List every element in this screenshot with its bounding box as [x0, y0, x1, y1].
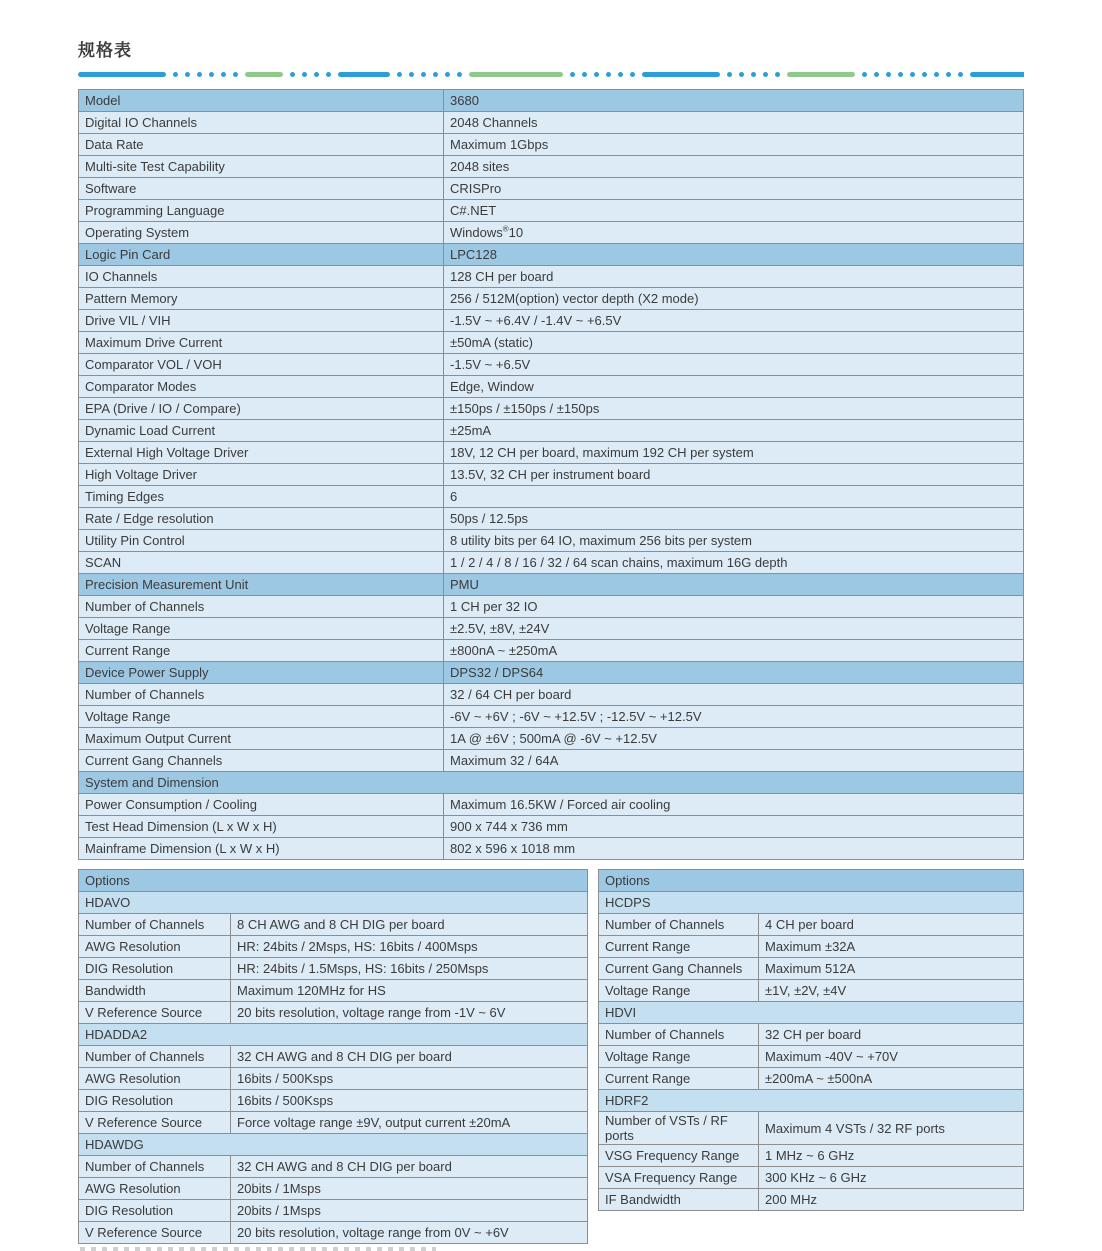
spec-row [79, 1046, 588, 1068]
spec-label-cell: Test Head Dimension (L x W x H) [79, 816, 444, 838]
spec-value-cell: ±2.5V, ±8V, ±24V [444, 618, 1024, 640]
options-table-right [598, 869, 1024, 1211]
spec-value-cell: DPS32 / DPS64 [444, 662, 1024, 684]
spec-label-cell: AWG Resolution [79, 1068, 231, 1090]
spec-row [79, 530, 1024, 552]
spec-row [79, 244, 1024, 266]
spec-row [79, 1222, 588, 1244]
section-header-cell: Options [79, 870, 588, 892]
spec-row [79, 1002, 588, 1024]
spec-label-cell: Rate / Edge resolution [79, 508, 444, 530]
spec-value-cell: Maximum 1Gbps [444, 134, 1024, 156]
spec-label-cell: Comparator Modes [79, 376, 444, 398]
spec-label-cell: Programming Language [79, 200, 444, 222]
divider-dash [245, 72, 283, 77]
spec-value-cell: 128 CH per board [444, 266, 1024, 288]
spec-label-cell: AWG Resolution [79, 936, 231, 958]
spec-value-cell: -6V ~ +6V ; -6V ~ +12.5V ; -12.5V ~ +12.5V [444, 706, 1024, 728]
spec-label-cell: Bandwidth [79, 980, 231, 1002]
spec-value-cell: HR: 24bits / 1.5Msps, HS: 16bits / 250Msps [231, 958, 588, 980]
spec-label-cell: Data Rate [79, 134, 444, 156]
registered-mark: ® [502, 224, 509, 234]
divider-dot [874, 72, 879, 77]
spec-label-cell: DIG Resolution [79, 958, 231, 980]
spec-row [599, 914, 1024, 936]
spec-row [79, 486, 1024, 508]
divider-dots [862, 72, 963, 77]
spec-row [79, 508, 1024, 530]
spec-value-cell: 20 bits resolution, voltage range from -1V ~ 6V [231, 1002, 588, 1024]
spec-label-cell: Operating System [79, 222, 444, 244]
spec-row [79, 178, 1024, 200]
spec-label-cell: Voltage Range [599, 980, 759, 1002]
spec-label-cell: IF Bandwidth [599, 1189, 759, 1211]
spec-label-cell: Maximum Drive Current [79, 332, 444, 354]
spec-row [79, 310, 1024, 332]
divider-dot [209, 72, 214, 77]
divider-dot [570, 72, 575, 77]
spec-value-cell: -1.5V ~ +6.5V [444, 354, 1024, 376]
spec-row [599, 1189, 1024, 1211]
spec-value-cell: Maximum -40V ~ +70V [759, 1046, 1024, 1068]
divider-dot [409, 72, 414, 77]
spec-label-cell: Comparator VOL / VOH [79, 354, 444, 376]
divider-dot [922, 72, 927, 77]
spec-value-cell: 20bits / 1Msps [231, 1178, 588, 1200]
divider-dot [173, 72, 178, 77]
spec-value-cell: 20bits / 1Msps [231, 1200, 588, 1222]
spec-row [79, 1134, 588, 1156]
section-header-cell: Options [599, 870, 1024, 892]
spec-value-cell: 900 x 744 x 736 mm [444, 816, 1024, 838]
spec-value-cell: 200 MHz [759, 1189, 1024, 1211]
spec-label-cell: Current Range [599, 1068, 759, 1090]
spec-row [599, 1112, 1024, 1145]
spec-value-cell: 50ps / 12.5ps [444, 508, 1024, 530]
spec-label-cell: Mainframe Dimension (L x W x H) [79, 838, 444, 860]
spec-row [79, 90, 1024, 112]
spec-value-cell: 256 / 512M(option) vector depth (X2 mode) [444, 288, 1024, 310]
spec-label-cell: Voltage Range [599, 1046, 759, 1068]
divider-dot [197, 72, 202, 77]
spec-value-cell: Maximum 512A [759, 958, 1024, 980]
spec-row [79, 552, 1024, 574]
spec-row [79, 936, 588, 958]
spec-label-cell: Timing Edges [79, 486, 444, 508]
spec-label-cell: Voltage Range [79, 706, 444, 728]
options-table-left [78, 869, 588, 1244]
spec-value-cell: 4 CH per board [759, 914, 1024, 936]
divider-dot [763, 72, 768, 77]
spec-value-cell: 32 CH per board [759, 1024, 1024, 1046]
spec-label-cell: EPA (Drive / IO / Compare) [79, 398, 444, 420]
divider-dot [727, 72, 732, 77]
section-header-cell: HDRF2 [599, 1090, 1024, 1112]
spec-row [79, 662, 1024, 684]
spec-label-cell: High Voltage Driver [79, 464, 444, 486]
spec-value-cell: 32 CH AWG and 8 CH DIG per board [231, 1046, 588, 1068]
spec-label-cell: Number of Channels [79, 596, 444, 618]
divider-dot [751, 72, 756, 77]
spec-label-cell: Voltage Range [79, 618, 444, 640]
spec-row [599, 892, 1024, 914]
spec-row [79, 794, 1024, 816]
spec-label-cell: Digital IO Channels [79, 112, 444, 134]
section-header-cell: HDAVO [79, 892, 588, 914]
spec-value-cell: 300 KHz ~ 6 GHz [759, 1167, 1024, 1189]
spec-label-cell: Utility Pin Control [79, 530, 444, 552]
spec-row [79, 1024, 588, 1046]
spec-label-cell: Power Consumption / Cooling [79, 794, 444, 816]
main-spec-table [78, 89, 1024, 860]
spec-row [599, 936, 1024, 958]
spec-row [79, 1068, 588, 1090]
divider-dash [787, 72, 855, 77]
divider-dot [185, 72, 190, 77]
spec-label-cell: Number of Channels [599, 1024, 759, 1046]
spec-label-cell: Device Power Supply [79, 662, 444, 684]
spec-value-cell: 1 MHz ~ 6 GHz [759, 1145, 1024, 1167]
divider-dot [397, 72, 402, 77]
spec-row [599, 1002, 1024, 1024]
spec-value-cell: Windows®10 [444, 222, 1024, 244]
section-header-cell: HDADDA2 [79, 1024, 588, 1046]
spec-label-cell: DIG Resolution [79, 1090, 231, 1112]
spec-value-cell: C#.NET [444, 200, 1024, 222]
divider-dot [910, 72, 915, 77]
divider-dot [445, 72, 450, 77]
divider-dot [302, 72, 307, 77]
divider-dot [739, 72, 744, 77]
divider-dash [970, 72, 1024, 77]
spec-row [79, 1112, 588, 1134]
spec-row [79, 1156, 588, 1178]
spec-row [79, 728, 1024, 750]
page-title: 规格表 [78, 41, 132, 60]
section-header-cell: System and Dimension [79, 772, 1024, 794]
spec-row [79, 958, 588, 980]
spec-label-cell: External High Voltage Driver [79, 442, 444, 464]
spec-value-cell: 802 x 596 x 1018 mm [444, 838, 1024, 860]
section-header-cell: HDVI [599, 1002, 1024, 1024]
divider-dot [433, 72, 438, 77]
divider-dot [421, 72, 426, 77]
spec-label-cell: Current Gang Channels [599, 958, 759, 980]
spec-value-cell: Maximum 4 VSTs / 32 RF ports [759, 1112, 1024, 1145]
divider-dots [570, 72, 635, 77]
divider-dash [338, 72, 390, 77]
spec-label-cell: Dynamic Load Current [79, 420, 444, 442]
spec-label-cell: VSG Frequency Range [599, 1145, 759, 1167]
spec-row [79, 750, 1024, 772]
divider-dot [958, 72, 963, 77]
spec-row [599, 1145, 1024, 1167]
spec-label-cell: IO Channels [79, 266, 444, 288]
divider-dot [457, 72, 462, 77]
spec-row [599, 1090, 1024, 1112]
spec-value-cell: 2048 Channels [444, 112, 1024, 134]
divider-dot [582, 72, 587, 77]
spec-row [79, 464, 1024, 486]
spec-value-cell: Edge, Window [444, 376, 1024, 398]
spec-label-cell: DIG Resolution [79, 1200, 231, 1222]
spec-label-cell: AWG Resolution [79, 1178, 231, 1200]
divider-dot [326, 72, 331, 77]
spec-row [79, 706, 1024, 728]
spec-row [79, 914, 588, 936]
spec-value-cell: 32 CH AWG and 8 CH DIG per board [231, 1156, 588, 1178]
spec-label-cell: V Reference Source [79, 1222, 231, 1244]
spec-value-cell: PMU [444, 574, 1024, 596]
spec-value-cell: 3680 [444, 90, 1024, 112]
spec-row [79, 772, 1024, 794]
spec-label-cell: V Reference Source [79, 1002, 231, 1024]
spec-value-cell: 20 bits resolution, voltage range from 0V ~ +6V [231, 1222, 588, 1244]
spec-row [79, 1178, 588, 1200]
spec-row [79, 222, 1024, 244]
spec-row [79, 200, 1024, 222]
spec-label-cell: SCAN [79, 552, 444, 574]
spec-value-cell: 1 CH per 32 IO [444, 596, 1024, 618]
spec-value-cell: Maximum 16.5KW / Forced air cooling [444, 794, 1024, 816]
spec-label-cell: Number of Channels [79, 1046, 231, 1068]
spec-row [599, 1167, 1024, 1189]
divider-dot [630, 72, 635, 77]
spec-row [79, 354, 1024, 376]
spec-value-cell: 1A @ ±6V ; 500mA @ -6V ~ +12.5V [444, 728, 1024, 750]
spec-row [79, 838, 1024, 860]
clipped-footnote-text [80, 1247, 436, 1251]
spec-row [79, 684, 1024, 706]
spec-row [79, 1200, 588, 1222]
spec-label-cell: Number of VSTs / RF ports [599, 1112, 759, 1145]
decorative-divider [78, 71, 1024, 77]
spec-value-cell: ±25mA [444, 420, 1024, 442]
spec-value-cell: 13.5V, 32 CH per instrument board [444, 464, 1024, 486]
spec-row [599, 870, 1024, 892]
spec-value-cell: 6 [444, 486, 1024, 508]
spec-label-cell: Current Range [79, 640, 444, 662]
spec-row [79, 442, 1024, 464]
spec-row [79, 816, 1024, 838]
spec-label-cell: Logic Pin Card [79, 244, 444, 266]
spec-value-cell: ±150ps / ±150ps / ±150ps [444, 398, 1024, 420]
spec-row [79, 288, 1024, 310]
divider-dot [775, 72, 780, 77]
spec-value-cell: 16bits / 500Ksps [231, 1090, 588, 1112]
spec-row [79, 398, 1024, 420]
section-header-cell: HCDPS [599, 892, 1024, 914]
divider-dot [221, 72, 226, 77]
spec-row [79, 376, 1024, 398]
spec-row [79, 892, 588, 914]
spec-row [79, 870, 588, 892]
spec-value-cell: Maximum ±32A [759, 936, 1024, 958]
divider-dash [642, 72, 720, 77]
spec-row [79, 112, 1024, 134]
spec-row [79, 596, 1024, 618]
spec-value-cell: ±800nA ~ ±250mA [444, 640, 1024, 662]
spec-label-cell: Multi-site Test Capability [79, 156, 444, 178]
spec-row [79, 156, 1024, 178]
spec-row [79, 420, 1024, 442]
spec-value-cell: CRISPro [444, 178, 1024, 200]
divider-dot [606, 72, 611, 77]
spec-label-cell: Pattern Memory [79, 288, 444, 310]
spec-value-cell: -1.5V ~ +6.4V / -1.4V ~ +6.5V [444, 310, 1024, 332]
spec-row [79, 640, 1024, 662]
spec-row [599, 1024, 1024, 1046]
spec-row [79, 618, 1024, 640]
spec-label-cell: Number of Channels [79, 1156, 231, 1178]
spec-label-cell: Current Range [599, 936, 759, 958]
spec-label-cell: Model [79, 90, 444, 112]
divider-dots [173, 72, 238, 77]
spec-row [599, 980, 1024, 1002]
divider-dots [290, 72, 331, 77]
divider-dash [469, 72, 563, 77]
spec-label-cell: Number of Channels [599, 914, 759, 936]
spec-label-cell: Number of Channels [79, 914, 231, 936]
spec-label-cell: V Reference Source [79, 1112, 231, 1134]
spec-label-cell: VSA Frequency Range [599, 1167, 759, 1189]
divider-dot [314, 72, 319, 77]
spec-value-cell: Maximum 32 / 64A [444, 750, 1024, 772]
spec-value-cell: 2048 sites [444, 156, 1024, 178]
divider-dot [886, 72, 891, 77]
divider-dot [934, 72, 939, 77]
spec-value-cell: HR: 24bits / 2Msps, HS: 16bits / 400Msps [231, 936, 588, 958]
divider-dot [898, 72, 903, 77]
section-header-cell: HDAWDG [79, 1134, 588, 1156]
spec-row [599, 1046, 1024, 1068]
divider-dots [727, 72, 780, 77]
spec-value-cell: 8 utility bits per 64 IO, maximum 256 bits per system [444, 530, 1024, 552]
divider-dash [78, 72, 166, 77]
spec-value-cell: 18V, 12 CH per board, maximum 192 CH per system [444, 442, 1024, 464]
spec-row [599, 958, 1024, 980]
spec-row [79, 1090, 588, 1112]
spec-value-cell: 16bits / 500Ksps [231, 1068, 588, 1090]
divider-dots [397, 72, 462, 77]
divider-dot [290, 72, 295, 77]
divider-dot [618, 72, 623, 77]
spec-value-cell: LPC128 [444, 244, 1024, 266]
spec-label-cell: Current Gang Channels [79, 750, 444, 772]
spec-value-cell: ±1V, ±2V, ±4V [759, 980, 1024, 1002]
divider-dot [233, 72, 238, 77]
spec-row [79, 574, 1024, 596]
spec-value-cell: ±200mA ~ ±500nA [759, 1068, 1024, 1090]
spec-label-cell: Software [79, 178, 444, 200]
divider-dot [594, 72, 599, 77]
spec-value-cell: 1 / 2 / 4 / 8 / 16 / 32 / 64 scan chains, maximum 16G depth [444, 552, 1024, 574]
divider-dot [862, 72, 867, 77]
spec-label-cell: Number of Channels [79, 684, 444, 706]
options-tables-row [78, 869, 1024, 1244]
divider-dot [946, 72, 951, 77]
spec-value-cell: 8 CH AWG and 8 CH DIG per board [231, 914, 588, 936]
spec-row [79, 266, 1024, 288]
spec-label-cell: Drive VIL / VIH [79, 310, 444, 332]
spec-value-cell: Force voltage range ±9V, output current ±20mA [231, 1112, 588, 1134]
spec-value-cell: 32 / 64 CH per board [444, 684, 1024, 706]
spec-row [79, 980, 588, 1002]
spec-row [79, 134, 1024, 156]
spec-row [599, 1068, 1024, 1090]
spec-value-cell: ±50mA (static) [444, 332, 1024, 354]
spec-row [79, 332, 1024, 354]
spec-label-cell: Precision Measurement Unit [79, 574, 444, 596]
spec-label-cell: Maximum Output Current [79, 728, 444, 750]
spec-value-cell: Maximum 120MHz for HS [231, 980, 588, 1002]
